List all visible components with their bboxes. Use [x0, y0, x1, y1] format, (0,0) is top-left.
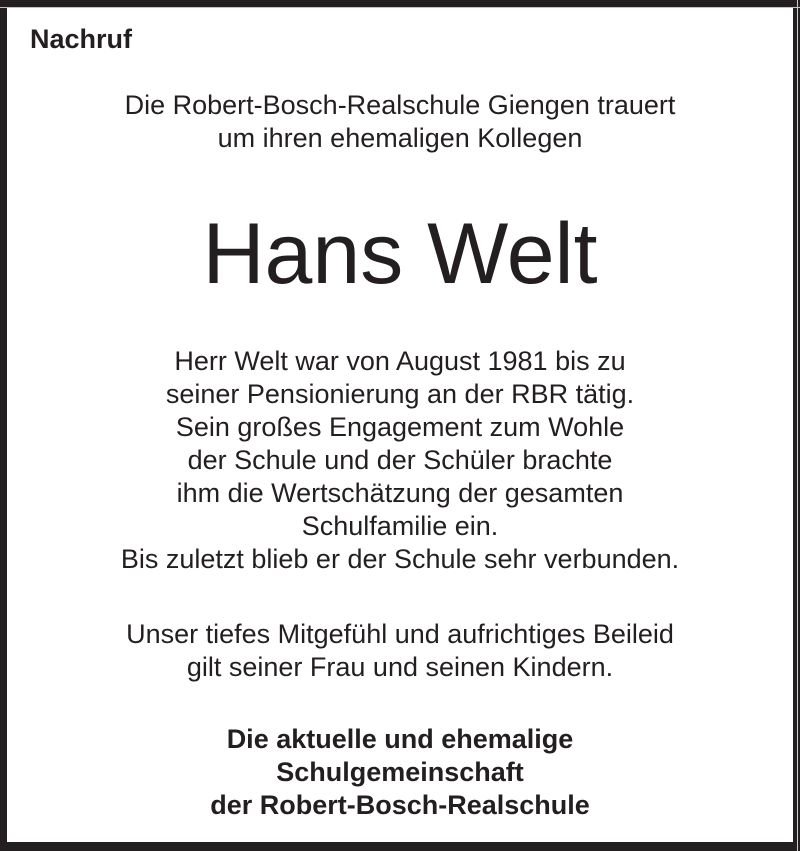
signature-line: der Robert-Bosch-Realschule — [210, 790, 590, 820]
condolence-line: Unser tiefes Mitgefühl und aufrichtiges Beileid — [126, 619, 674, 649]
body-line: Bis zuletzt blieb er der Schule sehr verbunden. — [120, 544, 680, 574]
signature-block — [7, 723, 793, 822]
deceased-name: Hans Welt — [202, 206, 598, 302]
body-line: der Schule und der Schüler brachte — [187, 445, 613, 475]
condolence-block — [7, 618, 793, 684]
intro-line: um ihren ehemaligen Kollegen — [217, 123, 583, 153]
obituary-body — [7, 345, 793, 576]
signature-line: Schulgemeinschaft — [276, 757, 524, 787]
intro-block — [7, 89, 793, 155]
scan-artifact-line-top — [0, 7, 800, 8]
body-line: Herr Welt war von August 1981 bis zu — [174, 346, 626, 376]
section-label: Nachruf — [30, 24, 133, 54]
body-line: ihm die Wertschätzung der gesamten — [176, 478, 624, 508]
signature-line: Die aktuelle und ehemalige — [226, 724, 574, 754]
scan-artifact-line-right — [797, 0, 798, 851]
body-line: seiner Pensionierung an der RBR tätig. — [165, 379, 635, 409]
body-line: Schulfamilie ein. — [301, 511, 499, 541]
condolence-line: gilt seiner Frau und seinen Kindern. — [186, 652, 614, 682]
intro-line: Die Robert-Bosch-Realschule Giengen trauert — [124, 90, 676, 120]
body-line: Sein großes Engagement zum Wohle — [175, 412, 625, 442]
